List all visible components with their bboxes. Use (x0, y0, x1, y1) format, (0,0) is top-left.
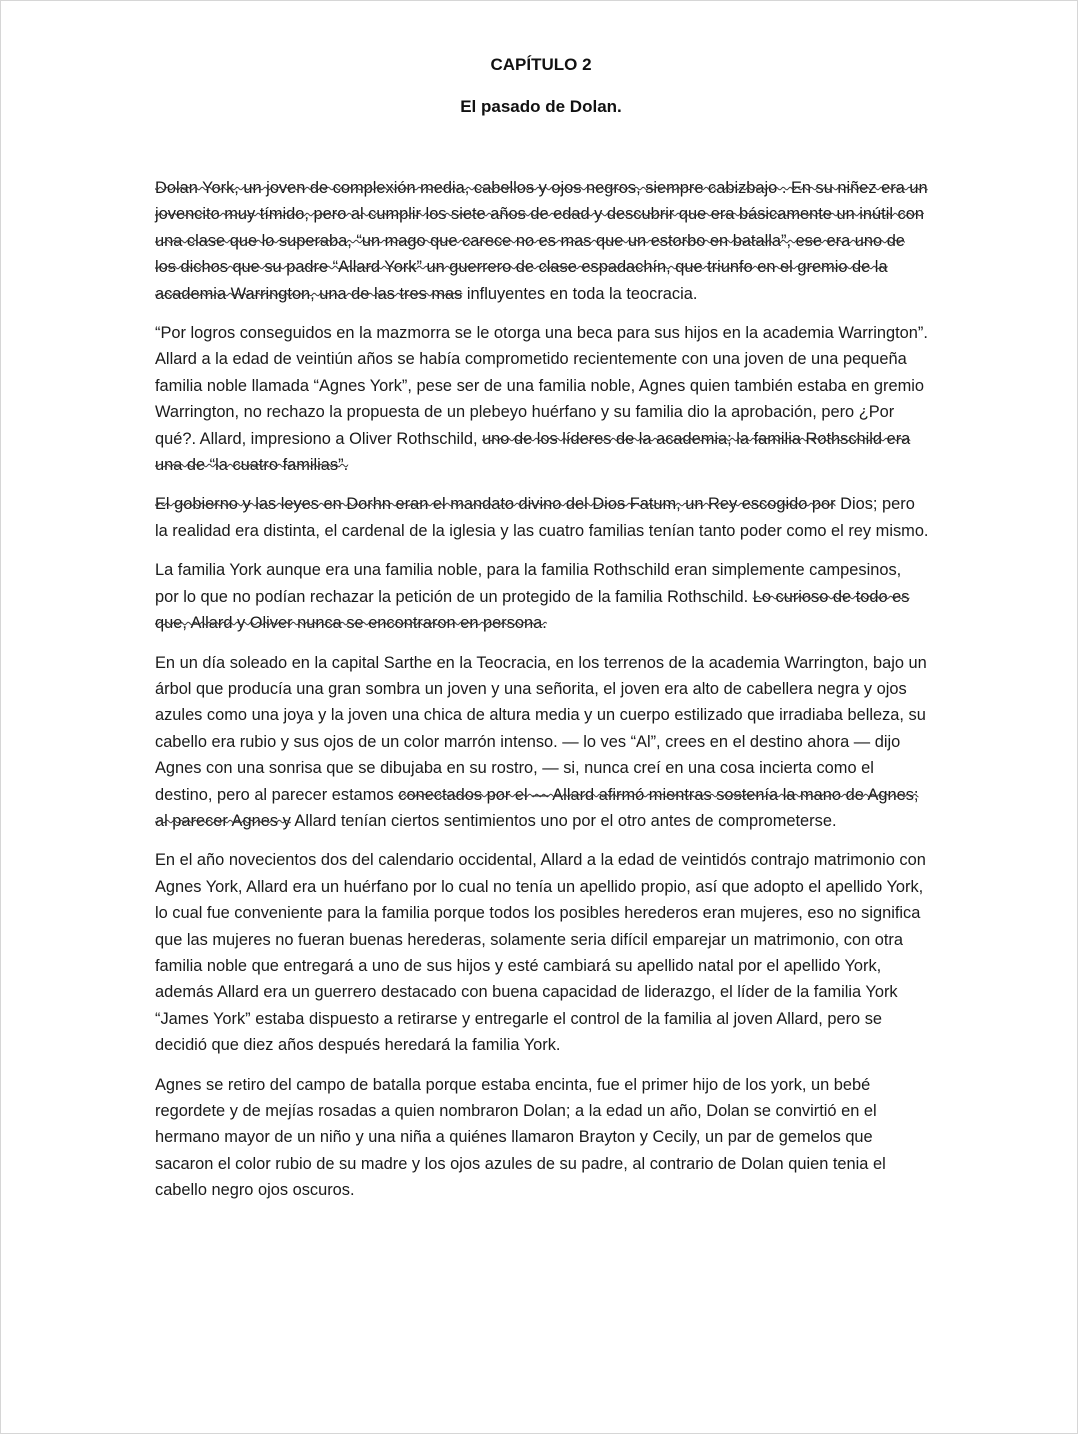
paragraph-3 (155, 491, 929, 544)
paragraph-2 (155, 320, 929, 478)
paragraph-4 (155, 557, 929, 636)
paragraph-6 (155, 847, 929, 1058)
paragraph-6-segment-1: En el año novecientos dos del calendario occidental, Allard a la edad de veintidós contrajo matrimonio con Agnes York, Allard era un huérfano por lo cual no tenía un apellido propio, así que adopto el apellido York, lo cual fue conveniente para la familia porque todos los posibles herederos eran mujeres, eso no significa que las mujeres no fueran buenas herederas, solamente seria difícil emparejar un matrimonio, con otra familia noble que entregará a uno de sus hijos y esté cambiará su apellido natal por el apellido York, además Allard era un guerrero destacado con buena capacidad de liderazgo, el líder de la familia York “James York” estaba dispuesto a retirarse y entregarle el control de la familia al joven Allard, pero se decidió que diez años después heredará la familia York. (155, 851, 926, 1055)
paragraph-1 (155, 175, 929, 307)
paragraph-3-segment-2: Dios; pero la realidad era distinta, el cardenal de la iglesia y las cuatro familias tenían tanto poder como el rey mismo. (155, 495, 929, 540)
chapter-title: El pasado de Dolan. (460, 97, 622, 116)
chapter-number: CAPÍTULO 2 (490, 55, 592, 74)
paragraph-5 (155, 650, 929, 835)
paragraph-1-segment-2: influyentes en toda la teocracia. (462, 284, 698, 303)
paragraph-4-segment-1: La familia York aunque era una familia noble, para la familia Rothschild eran simplemente campesinos, por lo que no podían rechazar la petición de un protegido de la familia Rothschild. (155, 561, 902, 606)
paragraph-7-segment-1: Agnes se retiro del campo de batalla porque estaba encinta, fue el primer hijo de los york, un bebé regordete y de mejías rosadas a quien nombraron Dolan; a la edad un año, Dolan se convirtió en el hermano mayor de un niño y una niña a quiénes llamaron Brayton y Cecily, un par de gemelos que sacaron el color rubio de su madre y los ojos azules de su padre, al contrario de Dolan quien tenia el cabello negro ojos oscuros. (155, 1075, 886, 1200)
paragraph-3-segment-1: El gobierno y las leyes en Dorhn eran el mandato divino del Dios Fatum, un Rey escogido por (155, 495, 836, 514)
paragraph-4-segment-2: Lo curioso de todo es que, Allard y Oliver nunca se encontraron en persona. (155, 587, 910, 633)
document-body (155, 175, 929, 1217)
paragraph-2-segment-2: uno de los líderes de la academia; la familia Rothschild era una de “la cuatro familias”. (155, 429, 911, 475)
paragraph-2-segment-1: “Por logros conseguidos en la mazmorra se le otorga una beca para sus hijos en la academia Warrington”. Allard a la edad de veintiún años se había comprometido recientemente con una joven de una pequeña familia noble llamada “Agnes York”, pese ser de una familia noble, Agnes quien también estaba en gremio Warrington, no rechazo la propuesta de un plebeyo huérfano y su familia dio la aprobación, pero ¿Por qué?. Allard, impresiono a Oliver Rothschild, (155, 324, 928, 448)
paragraph-5-segment-3: Allard tenían ciertos sentimientos uno por el otro antes de comprometerse. (290, 811, 837, 830)
paragraph-7 (155, 1072, 929, 1204)
paragraph-1-segment-1: Dolan York, un joven de complexión media, cabellos y ojos negros, siempre cabizbajo . En su niñez era un jovencito muy tímido, pero al cumplir los siete años de edad y descubrir que era básicamente un inútil con una clase que lo superaba, “un mago que carece no es mas que un estorbo en batalla”, ese era uno de los dichos que su padre “Allard York” un guerrero de clase espadachín, que triunfo en el gremio de la academia Warrington, una de las tres mas (155, 179, 928, 303)
paragraph-5-segment-2: conectados por el — Allard afirmó mientras sostenía la mano de Agnes; al parecer Agnes y (155, 785, 919, 830)
paragraph-5-segment-1: En un día soleado en la capital Sarthe en la Teocracia, en los terrenos de la academia Warrington, bajo un árbol que producía una gran sombra un joven y una señorita, el joven era alto de cabellera negra y ojos azules como una joya y la joven una chica de altura media y un cuerpo estilizado que irradiaba belleza, su cabello era rubio y sus ojos de un color marrón intenso. — lo ves “Al”, crees en el destino ahora — dijo Agnes con una sonrisa que se dibujaba en su rostro, — si, nunca creí en una cosa incierta como el destino, pero al parecer estamos (155, 653, 927, 804)
